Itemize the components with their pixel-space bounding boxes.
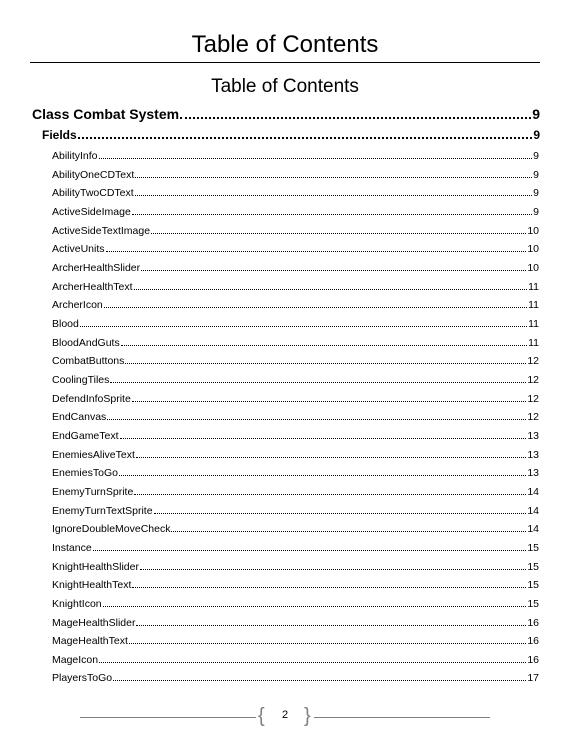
toc-entry-label: EnemiesToGo [52,467,118,480]
toc-entry[interactable] [52,523,539,535]
toc-entry-label: ArcherIcon [52,299,103,312]
toc-entry[interactable] [52,561,539,573]
toc-entry-page: 10 [527,224,539,237]
toc-entry-page: 12 [527,373,539,386]
dot-leader [93,550,527,551]
toc-entry-label: AbilityTwoCDText [52,187,134,200]
toc-entry[interactable] [52,486,539,498]
toc-entry-page: 9 [533,150,539,162]
dot-leader [99,158,533,159]
toc-entry[interactable] [52,169,539,181]
toc-entry-page: 9 [533,128,540,142]
dot-leader [80,326,527,327]
toc-entry-page: 16 [527,653,539,666]
toc-entry-label: AbilityInfo [52,150,98,162]
toc-entry-label: MageHealthSlider [52,616,136,629]
dot-leader [120,438,527,439]
dot-leader [171,531,526,532]
toc-entry[interactable] [52,262,539,274]
dot-leader [154,513,527,514]
toc-entry-page: 12 [527,355,539,368]
toc-entry-label: EndGameText [52,429,119,442]
page-footer [80,707,490,727]
toc-entry-page: 10 [527,243,539,256]
toc-entry[interactable] [52,318,539,330]
toc-entry-page: 15 [527,579,539,592]
toc-entry-label: DefendInfoSprite [52,392,131,405]
toc-entry[interactable] [52,617,539,629]
toc-entry-label: AbilityOneCDText [52,168,135,181]
footer-rule-right [314,717,490,718]
toc-entry-page: 14 [527,485,539,498]
toc-entry[interactable] [52,579,539,591]
toc-entry-label: CombatButtons [52,355,125,368]
toc-entry-page: 13 [527,467,539,480]
toc-entry-page: 15 [527,597,539,610]
toc-entry[interactable] [52,598,539,610]
toc-entry[interactable] [52,374,539,386]
toc-chapter-entry[interactable] [32,106,540,122]
toc-entry-label: ArcherHealthSlider [52,261,141,274]
dot-leader [132,214,532,215]
toc-entry[interactable] [52,449,539,461]
dot-leader [121,345,527,346]
dot-leader [151,233,526,234]
page-header-title: Table of Contents [191,31,379,58]
toc-entry[interactable] [52,337,539,349]
toc-entry-label: Class Combat System [32,106,180,122]
dot-leader [78,137,533,139]
toc-entry-label: KnightHealthText [52,579,132,592]
toc-entry[interactable] [52,355,539,367]
toc-entry-page: 11 [528,280,539,293]
toc-entry[interactable] [52,411,539,423]
dot-leader [180,117,531,119]
toc-entry-page: 17 [527,672,539,685]
toc-entry[interactable] [52,672,539,684]
toc-entry-label: MageIcon [52,653,99,666]
toc-entry[interactable] [52,393,539,405]
dot-leader [113,680,526,681]
toc-entry[interactable] [52,225,539,237]
dot-leader [134,289,528,290]
toc-entry[interactable] [52,542,539,554]
dot-leader [99,662,526,663]
dot-leader [135,195,532,196]
dot-leader [125,363,526,364]
toc-entry[interactable] [52,206,539,218]
toc-entry-page: 14 [527,504,539,517]
toc-entry-page: 12 [527,411,539,424]
toc-entry-label: IgnoreDoubleMoveCheck [52,523,171,536]
toc-entry-page: 15 [527,541,539,554]
toc-entry-label: BloodAndGuts [52,336,120,349]
dot-leader [104,307,527,308]
toc-entry-label: MageHealthText [52,635,128,648]
toc-entry[interactable] [52,150,539,162]
toc-entry[interactable] [52,635,539,647]
dot-leader [132,587,526,588]
dot-leader [107,419,526,420]
dot-leader [134,494,526,495]
toc-entry-label: KnightIcon [52,597,102,610]
toc-entry-label: EnemyTurnTextSprite [52,504,153,517]
toc-entry-label: ActiveUnits [52,243,105,256]
toc-entry-page: 16 [527,635,539,648]
toc-entry-page: 9 [533,168,539,181]
header-rule [30,62,540,63]
footer-rule-left [80,717,256,718]
toc-entry-page: 9 [533,187,539,200]
toc-entry-page: 11 [528,317,539,330]
dot-leader [132,401,527,402]
toc-entry-label: EndCanvas [52,411,107,424]
toc-entry-page: 11 [528,299,539,312]
toc-entry-page: 15 [527,560,539,573]
toc-entry-page: 13 [527,448,539,461]
toc-section-entry[interactable] [42,128,540,142]
toc-entry-label: CoolingTiles [52,373,110,386]
toc-entry-page: 13 [527,429,539,442]
toc-entry[interactable] [52,467,539,479]
toc-entry-page: 16 [527,616,539,629]
dot-leader [136,457,526,458]
toc-entry-label: Instance [52,541,92,554]
toc-entry-label: EnemyTurnSprite [52,485,134,498]
toc-entry-label: Fields [42,128,77,142]
toc-entry[interactable] [52,281,539,293]
toc-entry[interactable] [52,243,539,255]
dot-leader [110,382,526,383]
dot-leader [135,177,532,178]
toc-title: Table of Contents [211,76,359,97]
dot-leader [136,625,526,626]
toc-entry-label: EnemiesAliveText [52,448,135,461]
toc-entry[interactable] [52,430,539,442]
right-brace-icon: } [304,705,311,727]
toc-entry[interactable] [52,654,539,666]
toc-entry-label: ArcherHealthText [52,280,133,293]
dot-leader [129,643,526,644]
dot-leader [119,475,526,476]
toc-entry-page: 11 [528,336,539,349]
toc-entry-label: ActiveSideTextImage [52,224,151,237]
dot-leader [140,569,526,570]
toc-entry[interactable] [52,505,539,517]
toc-entry-page: 14 [527,523,539,536]
left-brace-icon: { [258,705,265,727]
toc-entry-page: 9 [533,205,539,218]
toc-entry-label: ActiveSideImage [52,205,131,218]
toc-entry-label: KnightHealthSlider [52,560,139,573]
toc-entry-label: Blood [52,317,79,330]
dot-leader [141,270,526,271]
toc-entry-label: PlayersToGo [52,672,113,685]
toc-entry-page: 10 [527,261,539,274]
toc-entry[interactable] [52,187,539,199]
toc-entry-page: 12 [527,392,539,405]
dot-leader [106,251,527,252]
page-number: 2 [281,709,289,721]
toc-entry[interactable] [52,299,539,311]
dot-leader [103,606,527,607]
toc-entry-page: 9 [532,106,540,122]
